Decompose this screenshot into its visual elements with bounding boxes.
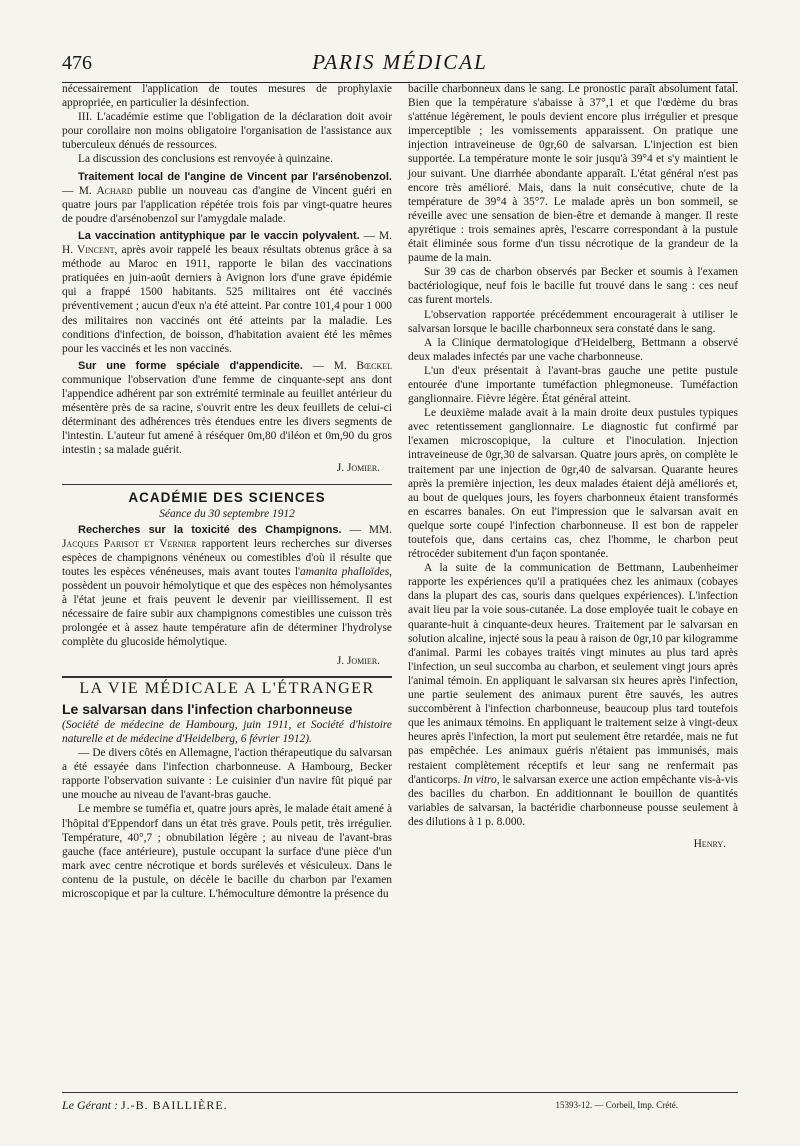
page (62, 38, 738, 1130)
entry-title: Traitement local de l'angine de Vincent par l'arsénobenzol. (78, 170, 392, 183)
paragraph: Le membre se tuméfia et, quatre jours après, le malade était amené à l'hôpital d'Eppendorf dans un état très grave. Pouls petit, très irrégulier. Température, 40°,7 ; obnubilation légère ; au niveau de l'avant-bras gauche (face antérieure), pustule occupant la surface d'une pièce d'un mark avec centre nécrotique et bords surélevés et vésiculeux. Dans le contenu de la pustule, on décèle le bacille du charbon par l'examen microscopique et par la culture. L'hémoculture démontre la présence du (62, 803, 392, 900)
left-column (62, 82, 392, 901)
entry-author: MM. Jacques Parisot et Vernier (62, 523, 392, 550)
entry-author: M. H. Vincent (62, 229, 392, 257)
paragraph: Sur 39 cas de charbon observés par Becker et soumis à l'examen bactériologique, neuf fois le bacille fut trouvé dans le sang : ces neuf cas furent mortels. (408, 266, 738, 307)
entry-author: M. Bœckel (333, 359, 392, 372)
session-date: Séance du 30 septembre 1912 (159, 507, 295, 520)
entry-text: communique l'observation d'une femme de cinquante-sept ans dont l'appendice adhérent par son extrémité terminale au feuillet antérieur du mésentère près de sa racine, s'ouvrit entre les deux feuillets de celui-ci déterminant des adhérences très étendues entre les divers segments de l'intestin. L'auteur fut amené à réséquer 0m,80 d'iléon et 0m,90 du gros intestin ; sa malade guérit. (62, 373, 392, 457)
paragraph: A la Clinique dermatologique d'Heidelberg, Bettmann a observé deux malades infectés par une vache charbonneuse. (408, 336, 738, 363)
section-title: LA VIE MÉDICALE A L'ÉTRANGER (79, 679, 375, 697)
article-sources: (Société de médecine de Hambourg, juin 1911, et Société d'histoire naturelle et de médecine d'Heidelberg, 6 février 1912). (62, 718, 392, 745)
paragraph: nécessairement l'application de toutes mesures de prophylaxie appropriée, en particulier la désinfection. (62, 83, 392, 110)
entry-author: M. Achard (78, 184, 133, 197)
paragraph: L'observation rapportée précédemment encouragerait à utiliser le salvarsan lorsque le bacille charbonneux sera constaté dans le sang. (408, 308, 738, 335)
species-name: amanita phalloïdes (300, 566, 390, 578)
entry-title: Recherches sur la toxicité des Champignons. (78, 523, 342, 536)
entry-text: publie un nouveau cas d'angine de Vincent guéri en quatre jours par l'application répétée trois fois par vingt-quatre heures de poudre d'arsénobenzol sur l'amygdale malade. (62, 184, 392, 225)
gerant-line: Le Gérant : J.-B. BAILLIÈRE. (62, 1098, 228, 1112)
paragraph: bacille charbonneux dans le sang. Le pronostic paraît absolument fatal. Bien que la température s'abaisse à 37°,1 et que l'œdème du bras s'atténue légèrement, le pouls devient encore plus irrégulier et presque imperceptible ; les vomissements apparaissent. On pratique une injection intraveineuse de 0gr,60 de salvarsan. L'injection est bien supportée. La température monte le soir jusqu'à 39°4 et s'y maintient le jour suivant. Une diarrhée abondante apparaît. L'état général n'est pas encore très amélioré. Mais, dans la nuit consécutive, chute de la température de 39°4 à 35°7. Le malade après un bon sommeil, se réveille avec une sensation de bien-être et demande à manger. Il reste apyrétique : trois semaines après, l'escarre correspondant à la pustule était éliminée sous forme d'un tissu nécrotique de la grandeur de la paume de la main. (408, 83, 738, 265)
champignons-entry: Recherches sur la toxicité des Champignons. — MM. Jacques Parisot et Vernier rapportent leurs recherches sur diverses espèces de champignons vénéneux ou comestibles d'où il résulte que toutes les espèces vénéneuses, mais avant toutes l'amanita phalloïdes, possèdent un pouvoir hémolytique et que des espèces non hémolysantes à l'état jeune et frais peuvent le devenir par vieillissement. Il est nécessaire de faire subir aux champignons comestibles une cuisson très prolongée et à assez haute température afin de déterminer l'hydrolyse complète du glucoside hémolytique. (62, 523, 392, 649)
paragraph: A la suite de la communication de Bettmann, Laubenheimer rapporte les expériences qu'il a pratiquées chez les animaux (cobayes dans la plupart des cas, souris dans quelques expériences). L'infection avait lieu par la voie sous-cutanée. La dose employée tuait le cobaye en quarante-huit à cinquante-deux heures. Traitement par le salvarsan en solution alcaline, injecté sous la peau à raison de 0gr,10 par kilogramme d'animal. Parmi les cobayes traités vingt minutes au plus tard après l'infection, un seul succomba au charbon, et seulement vingt jours après l'animal témoin. En appliquant le salvarsan six heures après l'infection, une partie seulement des animaux purent être sauvés, les autres succombèrent à l'infection charbonneuse, beaucoup plus tard toutefois que les animaux témoins. En appliquant le traitement seize à vingt-deux heures après l'infection, la mort put seulement être retardée, mais ne fut pas empêchée. Les animaux guéris n'étaient pas immunisés, mais restaient complètement réceptifs et leur sang ne renfermait pas d'anticorps. In vitro, le salvarsan exerce une action empêchante vis-à-vis des bacilles du charbon. En additionnant le bouillon de quantités variables de salvarsan, la bactéridie charbonneuse pousse seulement à des dilutions à 1 p. 8.000. (408, 562, 738, 828)
page-number: 476 (62, 52, 92, 74)
signature: J. Jomier. (336, 462, 380, 475)
entry-title: La vaccination antityphique par le vaccin polyvalent. (78, 229, 360, 242)
gerant-name: J.-B. BAILLIÈRE. (121, 1098, 228, 1112)
article-title: Le salvarsan dans l'infection charbonneuse (62, 700, 353, 717)
footer-rule (62, 1092, 738, 1093)
journal-title: PARIS MÉDICAL (312, 50, 488, 74)
printer-line: 15393-12. — Corbeil, Imp. Crété. (555, 1100, 678, 1110)
entry-text: rapportent leurs recherches sur diverses espèces de champignons vénéneux ou comestibles d'où il résulte que toutes les espèces vénéneuses, mais avant toutes l' (62, 537, 392, 578)
in-vitro-term: In vitro (463, 773, 497, 786)
paragraph: L'un d'eux présentait à l'avant-bras gauche une petite pustule entourée d'une importante tuméfaction phlegmoneuse. Tuméfaction ganglionnaire. Fièvre légère. État général atteint. (408, 364, 738, 406)
page-header (62, 48, 738, 84)
paragraph: III. L'académie estime que l'obligation de la déclaration doit avoir pour corollaire non moins obligatoire l'organisation de l'assistance aux tuberculeux dénués de ressources. (62, 111, 392, 152)
signature: Henry. (693, 837, 726, 850)
paragraph: — De divers côtés en Allemagne, l'action thérapeutique du salvarsan a été essayée dans l'infection charbonneuse. A Hambourg, Becker rapporte l'observation suivante : Le cuisinier d'un navire fût piqué par une mouche au niveau de l'avant-bras gauche. (62, 747, 392, 802)
entry-title: Sur une forme spéciale d'appendicite. (78, 359, 303, 372)
page-footer (62, 1092, 738, 1112)
appendicite-entry: Sur une forme spéciale d'appendicite. — M. Bœckel communique l'observation d'une femme de cinquante-sept ans dont l'appendice adhérent par son extrémité terminale au feuillet antérieur du mésentère près de sa racine, s'ouvrit entre les deux feuillets de celui-ci déterminant des adhérences très étendues entre les divers segments de l'intestin. L'auteur fut amené à réséquer 0m,80 d'iléon et 0m,90 du gros intestin ; sa malade guérit. (62, 359, 392, 457)
paragraph: Le deuxième malade avait à la main droite deux pustules typiques avec retentissement ganglionnaire. Le diagnostic fut confirmé par l'examen microscopique, la culture et l'inoculation. Injection intraveineuse de 0gr,30 de salvarsan. Quatre jours après, on complète le traitement par une injection de 0gr,40 de salvarsan. Quarante heures après la première injection, les deux malades étaient déjà améliorés et, au bout de quelques jours, les foyers charbonneux étaient transformés en escarres banales. On eut l'impression que le salvarsan avait en quelque sorte coupé l'infection charbonneuse. Il est bon de rappeler toutefois que, dans certains cas, chez l'homme, le charbon peut rétrocéder subitement d'un façon spontanée. (408, 407, 738, 561)
section-divider (62, 484, 392, 485)
academy-title: ACADÉMIE DES SCIENCES (128, 489, 326, 505)
paragraph: La discussion des conclusions est renvoyée à quinzaine. (78, 153, 333, 166)
section-divider (62, 676, 392, 678)
vaccination-entry: La vaccination antityphique par le vaccin polyvalent. — M. H. Vincent, après avoir rappelé les beaux résultats obtenus grâce à sa méthode au Maroc en 1911, rapporte le bilan des vaccinations pratiquées en juin-août derniers à Avignon lors d'une grave épidémie qui a frappé 1500 habitants. 525 militaires ont été vaccinés préventivement ; aucun d'eux n'a été atteint. Par contre 101,4 pour 1 000 des militaires non vaccinés ont été atteints par la maladie. Les conditions d'infection, de boisson, d'habitation avaient été les mêmes pour les vaccinés et les non vaccinés. (62, 229, 392, 355)
right-column (408, 82, 738, 851)
signature: J. Jomier. (336, 654, 380, 667)
vincent-entry: Traitement local de l'angine de Vincent par l'arsénobenzol. — M. Achard publie un nouveau cas d'angine de Vincent guéri en quatre jours par l'application répétée trois fois par vingt-quatre heures de poudre d'arsénobenzol sur l'amygdale malade. (62, 170, 392, 225)
entry-text: , après avoir rappelé les beaux résultats obtenus grâce à sa méthode au Maroc en 1911, rapporte le bilan des vaccinations pratiquées en juin-août derniers à Avignon lors d'une grave épidémie qui a frappé 1500 habitants. 525 militaires ont été vaccinés préventivement ; aucun d'eux n'a été atteint. Par contre 101,4 pour 1 000 des militaires non vaccinés ont été atteints par la maladie. Les conditions d'infection, de boisson, d'habitation avaient été les mêmes pour les vaccinés et les non vaccinés. (62, 244, 392, 355)
entry-text: , possèdent un pouvoir hémolytique et que des espèces non hémolysantes à l'état jeune et frais peuvent le devenir par vieillissement. Il est nécessaire de faire subir aux champignons comestibles une cuisson très prolongée et à assez haute température afin de déterminer l'hydrolyse complète du glucoside hémolytique. (62, 566, 392, 649)
